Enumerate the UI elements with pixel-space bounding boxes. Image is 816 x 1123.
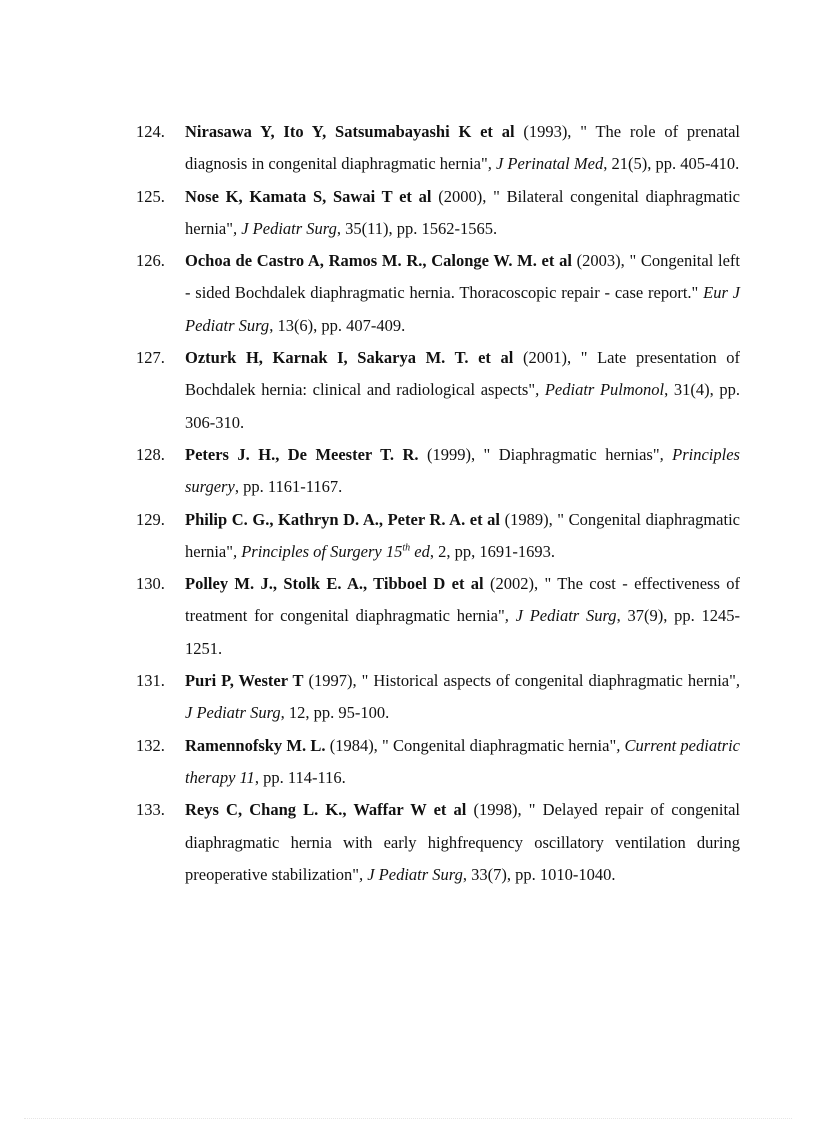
reference-item bbox=[136, 116, 740, 181]
reference-number: 126. bbox=[136, 251, 165, 271]
reference-text bbox=[185, 445, 740, 496]
reference-item bbox=[136, 245, 740, 342]
reference-title: " Congenital left - sided Bochdalek diaphragmatic hernia. Thoracoscopic repair - case report." bbox=[185, 251, 740, 303]
reference-item bbox=[136, 568, 740, 665]
reference-text bbox=[185, 122, 740, 173]
reference-authors: Ochoa de Castro A, Ramos M. R., Calonge W. M. et al bbox=[185, 251, 572, 271]
reference-edition-superscript: th bbox=[402, 542, 411, 554]
reference-source: , J Pediatr Surg bbox=[232, 218, 337, 238]
reference-number: 131. bbox=[136, 671, 165, 691]
reference-number: 124. bbox=[136, 122, 165, 141]
reference-title: " Congenital diaphragmatic hernia" bbox=[185, 509, 740, 561]
reference-authors: Ramennofsky M. L. bbox=[185, 735, 326, 755]
reference-title: " The cost - effectiveness of treatment for congenital diaphragmatic hernia" bbox=[185, 574, 740, 626]
reference-details: , pp. 114-116. bbox=[254, 767, 346, 787]
reference-year: (2002), bbox=[483, 574, 545, 594]
reference-text bbox=[185, 348, 740, 432]
reference-text bbox=[185, 671, 740, 722]
reference-authors: Reys C, Chang L. K., Waffar W et al bbox=[185, 800, 467, 820]
reference-details: , 31(4), pp. 306-310. bbox=[185, 380, 740, 432]
reference-number: 133. bbox=[136, 800, 165, 820]
page-bottom-divider bbox=[24, 1118, 792, 1119]
reference-authors: Nirasawa Y, Ito Y, Satsumabayashi K et al bbox=[185, 122, 515, 141]
reference-item bbox=[136, 342, 740, 439]
reference-authors: Polley M. J., Stolk E. A., Tibboel D et al bbox=[185, 574, 484, 594]
reference-year: (1993), bbox=[514, 122, 581, 141]
reference-source: , J Pediatr Surg bbox=[504, 606, 617, 626]
reference-authors: Puri P, Wester T bbox=[185, 671, 304, 691]
reference-text bbox=[185, 510, 740, 561]
reference-authors: Philip C. G., Kathryn D. A., Peter R. A. et al bbox=[185, 509, 501, 529]
reference-details: , 37(9), pp. 1245-1251. bbox=[185, 606, 741, 658]
reference-item bbox=[136, 504, 740, 569]
reference-source: , J Pediatr Surg bbox=[358, 864, 463, 884]
reference-source: , J Perinatal Med bbox=[487, 154, 604, 174]
reference-text bbox=[185, 800, 740, 884]
reference-text bbox=[185, 187, 740, 238]
reference-item bbox=[136, 794, 740, 891]
reference-title: " Diaphragmatic hernias" bbox=[483, 444, 660, 464]
reference-source: , J Pediatr Surg bbox=[185, 671, 740, 723]
reference-year: (1999), bbox=[418, 444, 484, 464]
reference-item bbox=[136, 181, 740, 246]
reference-year: (1998), bbox=[466, 800, 529, 820]
reference-number: 132. bbox=[136, 735, 165, 755]
reference-text bbox=[185, 251, 740, 335]
reference-details: , 2, pp, 1691-1693. bbox=[429, 541, 555, 561]
reference-source: Eur J Pediatr Surg bbox=[185, 283, 740, 335]
reference-year: (1997), bbox=[303, 671, 362, 691]
reference-source: , Principles of Surgery 15 bbox=[232, 541, 403, 561]
reference-title: " Late presentation of Bochdalek hernia: clinical and radiological aspects" bbox=[185, 348, 740, 400]
reference-year: (2001), bbox=[513, 348, 581, 368]
reference-title: " Historical aspects of congenital diaphragmatic hernia" bbox=[361, 671, 736, 691]
reference-source-suffix: ed bbox=[410, 541, 430, 561]
reference-item bbox=[136, 439, 740, 504]
reference-details: , pp. 1161-1167. bbox=[234, 477, 343, 497]
reference-number: 129. bbox=[136, 509, 165, 529]
reference-list bbox=[136, 116, 740, 891]
reference-source: , Current pediatric therapy 11 bbox=[185, 735, 740, 787]
reference-details: , 33(7), pp. 1010-1040. bbox=[462, 864, 616, 884]
reference-year: (2000), bbox=[431, 186, 494, 206]
reference-year: (1989), bbox=[500, 509, 558, 529]
reference-year: (2003), bbox=[571, 251, 630, 271]
reference-source: , Pediatr Pulmonol bbox=[535, 380, 665, 400]
reference-text bbox=[185, 574, 740, 658]
reference-details: , 35(11), pp. 1562-1565. bbox=[336, 218, 498, 238]
reference-item bbox=[136, 730, 740, 795]
reference-number: 127. bbox=[136, 348, 165, 368]
reference-details: , 13(6), pp. 407-409. bbox=[269, 315, 406, 335]
reference-number: 128. bbox=[136, 444, 165, 464]
reference-number: 130. bbox=[136, 574, 165, 594]
reference-details: , 21(5), pp. 405-410. bbox=[603, 154, 740, 174]
reference-source: , Principles surgery bbox=[185, 444, 740, 497]
reference-authors: Ozturk H, Karnak I, Sakarya M. T. et al bbox=[185, 348, 514, 368]
reference-text bbox=[185, 736, 740, 787]
reference-details: , 12, pp. 95-100. bbox=[280, 703, 390, 723]
reference-title: " Congenital diaphragmatic hernia" bbox=[382, 735, 617, 755]
reference-authors: Peters J. H., De Meester T. R. bbox=[185, 444, 419, 464]
reference-authors: Nose K, Kamata S, Sawai T et al bbox=[185, 186, 432, 206]
reference-title: " Delayed repair of congenital diaphragmatic hernia with early highfrequency oscillatory ventilation during preoperative stabilization" bbox=[185, 800, 740, 884]
reference-number: 125. bbox=[136, 186, 165, 206]
reference-title: " Bilateral congenital diaphragmatic hernia" bbox=[185, 186, 740, 238]
reference-year: (1984), bbox=[325, 735, 383, 755]
reference-title: " The role of prenatal diagnosis in congenital diaphragmatic hernia" bbox=[185, 122, 741, 174]
reference-item bbox=[136, 665, 740, 730]
